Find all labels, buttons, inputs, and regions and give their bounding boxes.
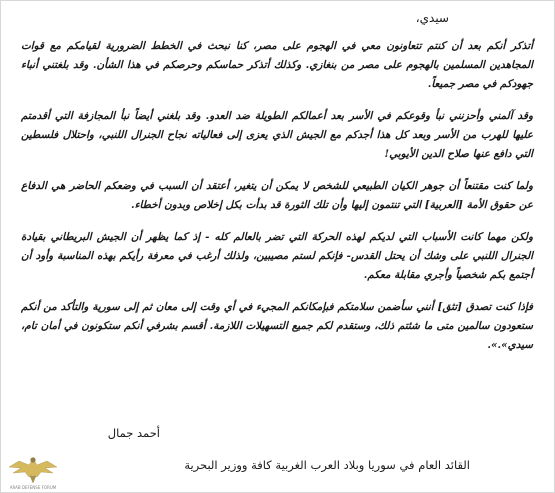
letter-paragraph-5: فإذا كنت تصدق [تثق] أنني سأضمن سلامتكم فبإمكانكم المجيء في أي وقت إلى معان ثم إلى سورية والتأكد من أنكم ستعودون سالمين متى ما شئتم ذلك، وستقدم لكم جميع التسهيلات اللازمة. أقسم بشرفي أنكم ستكونون في أمان تام، سيدي».». — [21, 301, 533, 351]
letter-body — [21, 9, 533, 368]
letter-paragraph-1: أتذكر أنكم بعد أن كنتم تتعاونون معي في الهجوم على مصر، كنا نبحث في الخطط الضرورية لقيامكم مع قوات المجاهدين المسلمين بالهجوم على مصر من بنغازي. وكذلك أتذكر حماسكم وحرصكم في هذا الشأن. وقد بلغتني أنباء جهودكم في مصر جميعاً. — [21, 40, 533, 90]
letter-paragraph-4: ولكن مهما كانت الأسباب التي لديكم لهذه الحركة التي تضر بالعالم كله - إذ كما يظهر أن الجيش البريطاني بقيادة الجنرال اللنبي على وشك أن يحتل القدس- فإنكم لستم مصيبين، ولذلك أرغب في معرفة رأيكم بهذه المناسبة وأود أن أجتمع بكم شخصياً وأجري مقابلة معكم. — [21, 231, 533, 281]
letter-paragraph-2: وقد آلمني وأحزنني نبأ وقوعكم في الأسر بعد أعمالكم الطويلة ضد العدو. وقد بلغني أيضاً نبأ المجازفة التي أقدمتم عليها للهرب من الأسر وبعد كل هذا أجدكم مع الجيش الذي يعزى إلى فعالياته نجاح الجنرال اللنبي، واحتلال فلسطين التي دافع عنها صلاح الدين الأيوبي! — [21, 110, 533, 160]
watermark-text: ARAB DEFENSE FORUM — [9, 485, 57, 490]
signature-name: أحمد جمال — [107, 426, 160, 440]
signature-title: القائد العام في سوريا وبلاد العرب الغربية كافة ووزير البحرية — [184, 458, 470, 472]
eagle-emblem-icon — [5, 453, 61, 491]
salutation: سيدي، — [415, 11, 449, 25]
letter-paragraph-3: ولما كنت مقتنعاً أن جوهر الكيان الطبيعي للشخص لا يمكن أن يتغير، أعتقد أن السبب في وضعكم الحاضر هي الدفاع عن حقوق الأمة [العربية] التي تنتمون إليها وأن تلك الثورة قد بدأت بكل إخلاص وبدون أخطاء. — [21, 180, 533, 211]
